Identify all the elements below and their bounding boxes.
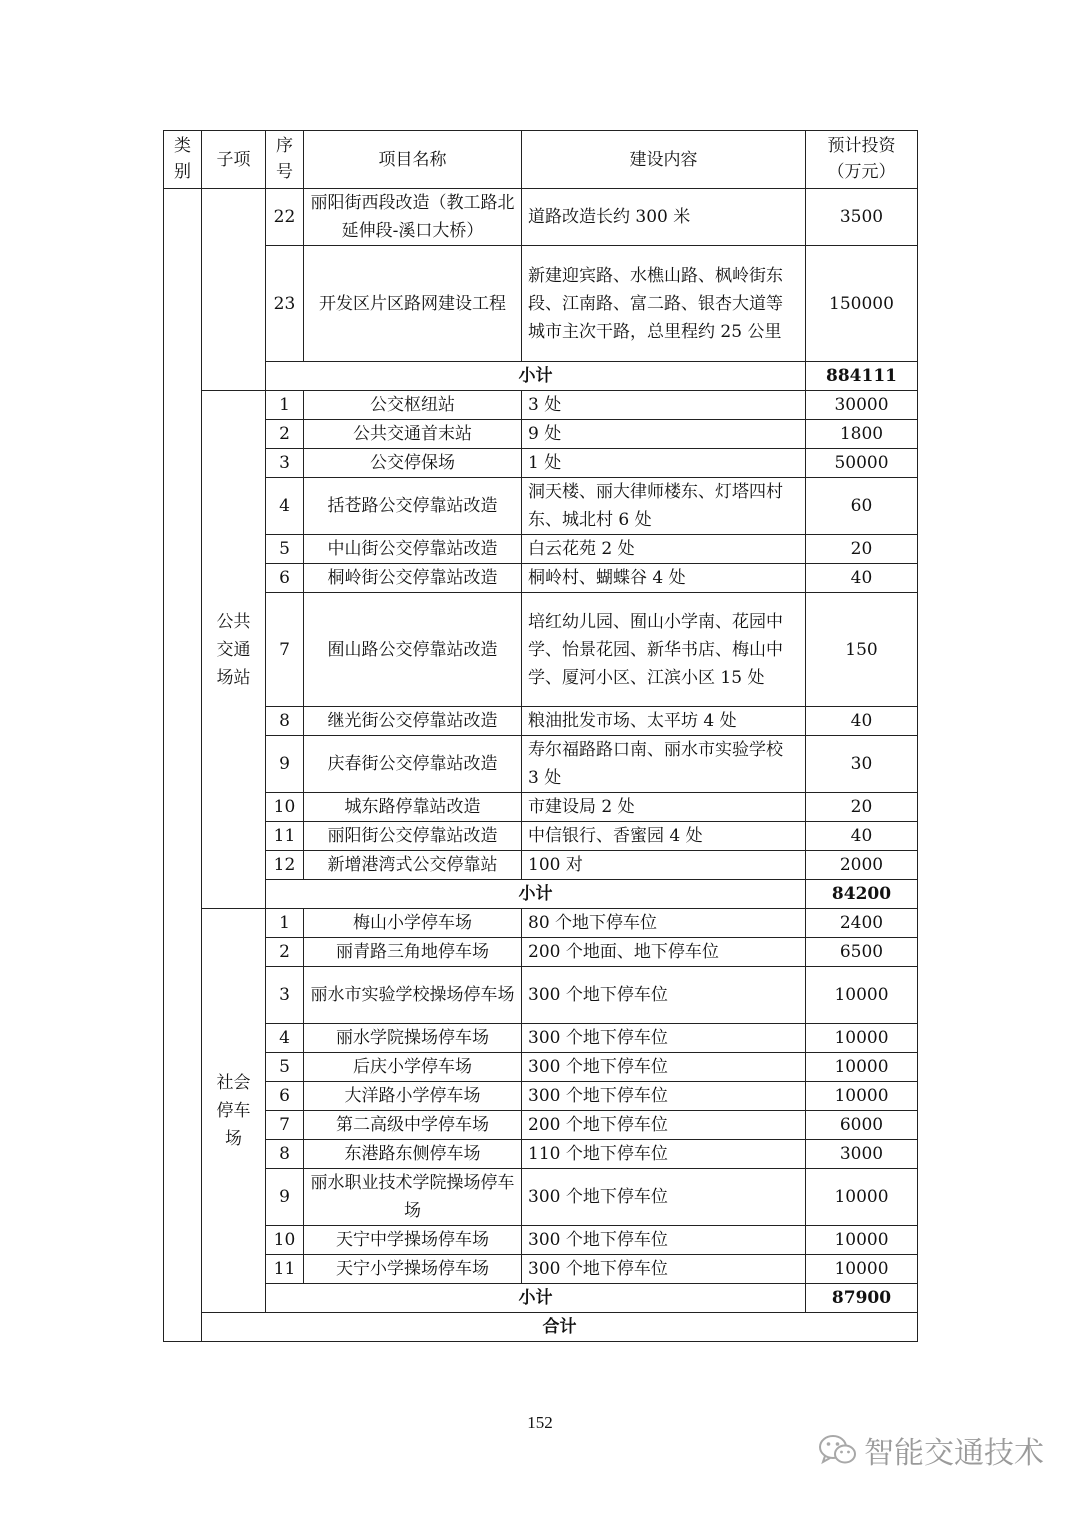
header-invest [806, 131, 918, 189]
subtotal-row [164, 362, 918, 391]
row-content: 110 个地下停车位 [522, 1140, 806, 1169]
header-subitem: 子项 [202, 131, 266, 189]
row-name: 囿山路公交停靠站改造 [304, 593, 522, 707]
row-invest: 10000 [806, 1255, 918, 1284]
row-invest: 3500 [806, 189, 918, 246]
row-name: 桐岭街公交停靠站改造 [304, 564, 522, 593]
row-seq: 2 [266, 420, 304, 449]
row-seq: 6 [266, 564, 304, 593]
row-content: 200 个地下停车位 [522, 1111, 806, 1140]
table-row [164, 1255, 918, 1284]
row-content: 300 个地下停车位 [522, 1226, 806, 1255]
row-invest: 6000 [806, 1111, 918, 1140]
table-row [164, 1226, 918, 1255]
subtotal-label: 小计 [266, 1284, 806, 1313]
row-content: 300 个地下停车位 [522, 1024, 806, 1053]
subtotal-value: 87900 [806, 1284, 918, 1313]
total-row [164, 1313, 918, 1342]
table-row [164, 1140, 918, 1169]
subtotal-row [164, 880, 918, 909]
row-name: 开发区片区路网建设工程 [304, 246, 522, 362]
row-name: 丽水市实验学校操场停车场 [304, 967, 522, 1024]
row-name: 丽水职业技术学院操场停车场 [304, 1169, 522, 1226]
row-seq: 4 [266, 1024, 304, 1053]
row-invest: 40 [806, 822, 918, 851]
row-name: 梅山小学停车场 [304, 909, 522, 938]
table-row [164, 564, 918, 593]
row-name: 城东路停靠站改造 [304, 793, 522, 822]
table-row [164, 1024, 918, 1053]
row-invest: 6500 [806, 938, 918, 967]
row-name: 丽阳街西段改造（教工路北延伸段-溪口大桥） [304, 189, 522, 246]
table-row [164, 535, 918, 564]
category-cell [164, 189, 202, 1342]
row-invest: 1800 [806, 420, 918, 449]
row-content: 新建迎宾路、水樵山路、枫岭街东段、江南路、富二路、银杏大道等城市主次干路，总里程约 25 公里 [522, 246, 806, 362]
row-seq: 11 [266, 822, 304, 851]
row-content: 市建设局 2 处 [522, 793, 806, 822]
row-seq: 9 [266, 1169, 304, 1226]
row-content: 300 个地下停车位 [522, 1169, 806, 1226]
table-row [164, 1053, 918, 1082]
row-content: 80 个地下停车位 [522, 909, 806, 938]
row-seq: 8 [266, 1140, 304, 1169]
row-invest: 10000 [806, 1053, 918, 1082]
row-invest: 40 [806, 707, 918, 736]
watermark [818, 1428, 1044, 1472]
row-content: 300 个地下停车位 [522, 1053, 806, 1082]
table-row [164, 449, 918, 478]
row-invest: 30000 [806, 391, 918, 420]
group-1-subitem-text: 公共交通场站 [216, 611, 251, 688]
row-seq: 5 [266, 535, 304, 564]
row-name: 括苍路公交停靠站改造 [304, 478, 522, 535]
row-seq: 1 [266, 391, 304, 420]
row-content: 中信银行、香蜜园 4 处 [522, 822, 806, 851]
subtotal-label: 小计 [266, 880, 806, 909]
table-row [164, 1111, 918, 1140]
row-seq: 3 [266, 449, 304, 478]
row-invest: 20 [806, 535, 918, 564]
table-row [164, 822, 918, 851]
group-2-subitem [202, 909, 266, 1313]
row-content: 200 个地面、地下停车位 [522, 938, 806, 967]
row-name: 公共交通首末站 [304, 420, 522, 449]
total-label: 合计 [202, 1313, 918, 1342]
header-seq [266, 131, 304, 189]
row-content: 培红幼儿园、囿山小学南、花园中学、怡景花园、新华书店、梅山中学、厦河小区、江滨小区 15 处 [522, 593, 806, 707]
row-seq: 22 [266, 189, 304, 246]
row-invest: 10000 [806, 967, 918, 1024]
header-category-text: 类别 [174, 136, 191, 182]
row-content: 1 处 [522, 449, 806, 478]
row-invest: 50000 [806, 449, 918, 478]
row-seq: 8 [266, 707, 304, 736]
row-name: 丽青路三角地停车场 [304, 938, 522, 967]
table-row [164, 246, 918, 362]
row-seq: 3 [266, 967, 304, 1024]
row-content: 洞天楼、丽大律师楼东、灯塔四村东、城北村 6 处 [522, 478, 806, 535]
subtotal-label: 小计 [266, 362, 806, 391]
group-1-subitem [202, 391, 266, 909]
row-name: 丽阳街公交停靠站改造 [304, 822, 522, 851]
wechat-icon [818, 1433, 858, 1467]
header-invest-text: 预计投资（万元） [827, 136, 896, 182]
row-seq: 1 [266, 909, 304, 938]
table-row [164, 189, 918, 246]
row-invest: 150 [806, 593, 918, 707]
row-content: 9 处 [522, 420, 806, 449]
row-name: 东港路东侧停车场 [304, 1140, 522, 1169]
row-content: 300 个地下停车位 [522, 967, 806, 1024]
row-name: 大洋路小学停车场 [304, 1082, 522, 1111]
header-category [164, 131, 202, 189]
row-invest: 20 [806, 793, 918, 822]
table-row [164, 938, 918, 967]
row-seq: 10 [266, 793, 304, 822]
header-seq-text: 序号 [276, 136, 293, 182]
row-seq: 6 [266, 1082, 304, 1111]
header-content: 建设内容 [522, 131, 806, 189]
page-number: 152 [527, 1413, 553, 1432]
row-seq: 12 [266, 851, 304, 880]
row-seq: 5 [266, 1053, 304, 1082]
header-name: 项目名称 [304, 131, 522, 189]
table-row [164, 736, 918, 793]
subtotal-value: 884111 [806, 362, 918, 391]
row-name: 丽水学院操场停车场 [304, 1024, 522, 1053]
table-row [164, 478, 918, 535]
row-seq: 7 [266, 1111, 304, 1140]
row-content: 300 个地下停车位 [522, 1255, 806, 1284]
row-seq: 23 [266, 246, 304, 362]
table-row [164, 1082, 918, 1111]
row-invest: 30 [806, 736, 918, 793]
row-name: 继光街公交停靠站改造 [304, 707, 522, 736]
table-row [164, 967, 918, 1024]
subtotal-value: 84200 [806, 880, 918, 909]
row-seq: 10 [266, 1226, 304, 1255]
group-2-subitem-text: 社会停车场 [216, 1072, 251, 1149]
row-name: 第二高级中学停车场 [304, 1111, 522, 1140]
row-invest: 2000 [806, 851, 918, 880]
row-name: 后庆小学停车场 [304, 1053, 522, 1082]
row-seq: 9 [266, 736, 304, 793]
header-row [164, 131, 918, 189]
row-content: 桐岭村、蝴蝶谷 4 处 [522, 564, 806, 593]
row-name: 新增港湾式公交停靠站 [304, 851, 522, 880]
row-seq: 11 [266, 1255, 304, 1284]
row-name: 公交枢纽站 [304, 391, 522, 420]
row-invest: 10000 [806, 1024, 918, 1053]
row-invest: 10000 [806, 1082, 918, 1111]
table-row [164, 707, 918, 736]
row-invest: 10000 [806, 1169, 918, 1226]
watermark-text: 智能交通技术 [864, 1436, 1044, 1471]
row-content: 3 处 [522, 391, 806, 420]
row-content: 粮油批发市场、太平坊 4 处 [522, 707, 806, 736]
row-content: 100 对 [522, 851, 806, 880]
table-row [164, 1169, 918, 1226]
row-name: 天宁小学操场停车场 [304, 1255, 522, 1284]
row-invest: 10000 [806, 1226, 918, 1255]
table-row [164, 909, 918, 938]
table-row [164, 391, 918, 420]
row-name: 公交停保场 [304, 449, 522, 478]
row-seq: 2 [266, 938, 304, 967]
row-content: 道路改造长约 300 米 [522, 189, 806, 246]
row-invest: 3000 [806, 1140, 918, 1169]
table-row [164, 593, 918, 707]
row-content: 寿尔福路路口南、丽水市实验学校 3 处 [522, 736, 806, 793]
table-row [164, 851, 918, 880]
row-name: 中山街公交停靠站改造 [304, 535, 522, 564]
row-content: 白云花苑 2 处 [522, 535, 806, 564]
row-invest: 2400 [806, 909, 918, 938]
row-name: 天宁中学操场停车场 [304, 1226, 522, 1255]
row-seq: 4 [266, 478, 304, 535]
row-content: 300 个地下停车位 [522, 1082, 806, 1111]
investment-table [163, 130, 918, 1342]
row-invest: 150000 [806, 246, 918, 362]
subtotal-row [164, 1284, 918, 1313]
row-invest: 40 [806, 564, 918, 593]
row-invest: 60 [806, 478, 918, 535]
row-name: 庆春街公交停靠站改造 [304, 736, 522, 793]
row-seq: 7 [266, 593, 304, 707]
table-row [164, 420, 918, 449]
table-row [164, 793, 918, 822]
group-0-subitem [202, 189, 266, 391]
